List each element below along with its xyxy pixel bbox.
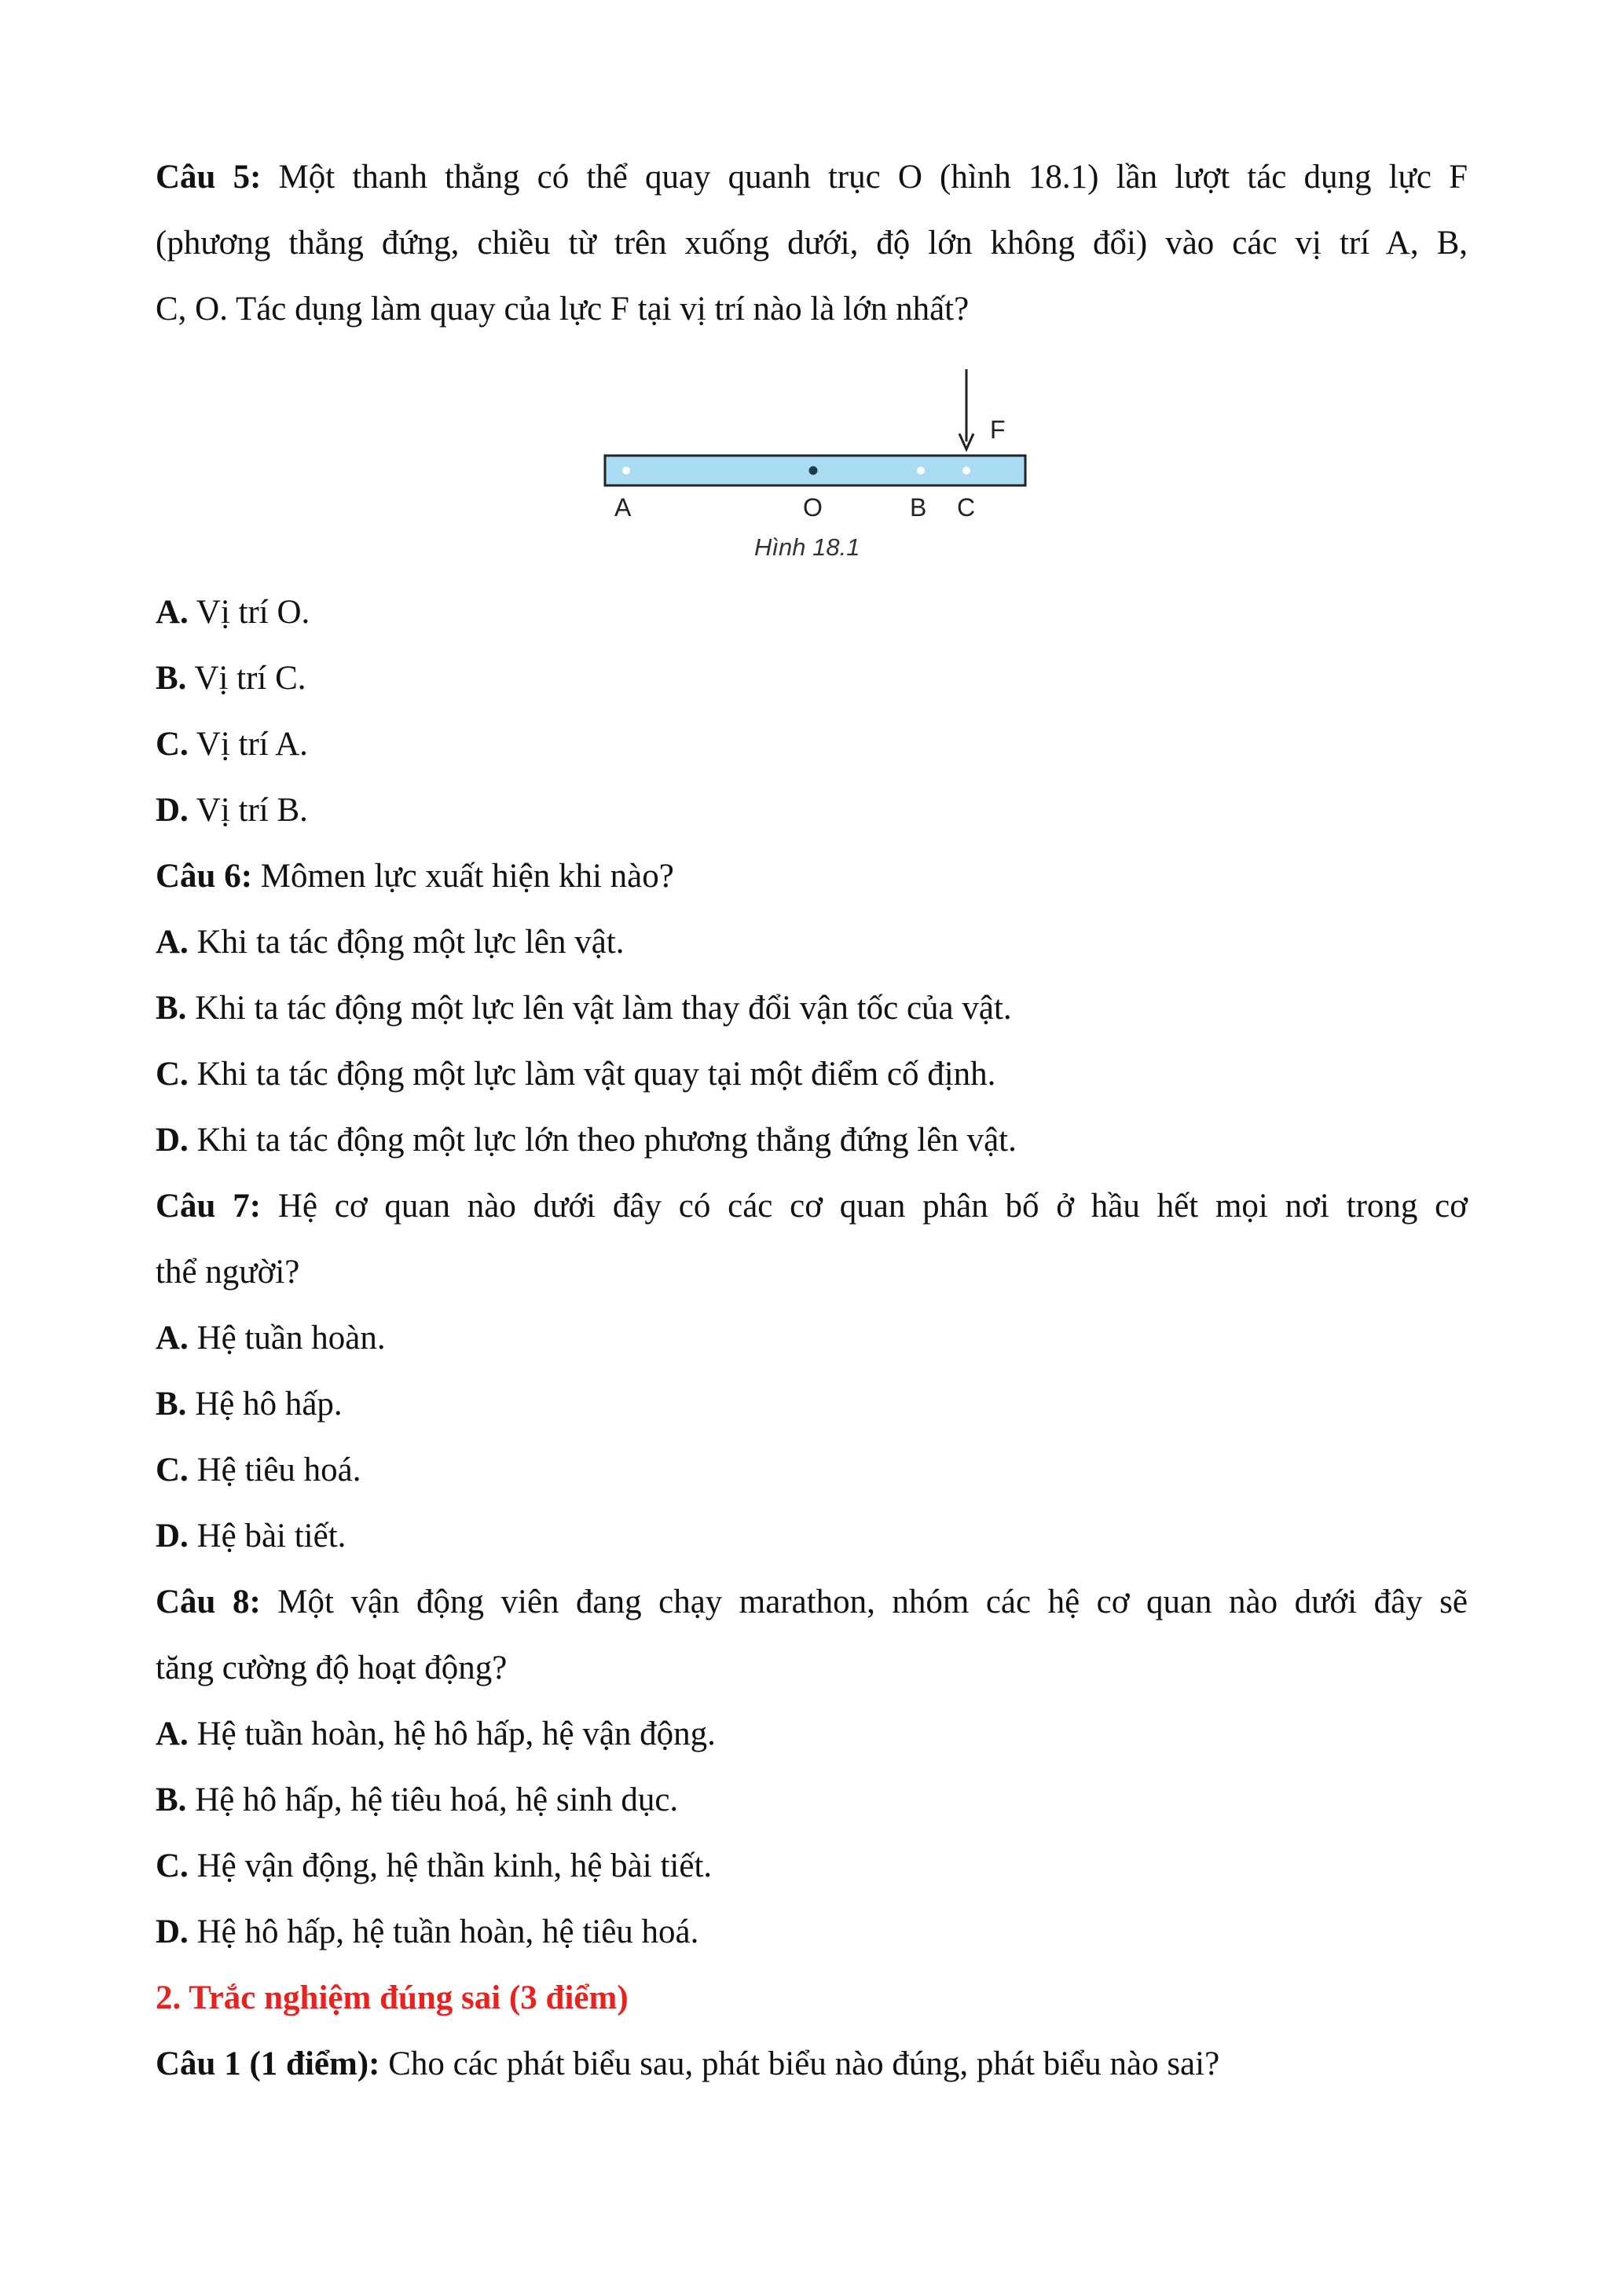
q7-option-a: A. Hệ tuần hoàn. [156, 1320, 386, 1357]
point-a-dot [622, 467, 630, 474]
q8-option-c: C. Hệ vận động, hệ thần kinh, hệ bài tiết. [156, 1847, 713, 1884]
q8-option-d: D. Hệ hô hấp, hệ tuần hoàn, hệ tiêu hoá. [156, 1913, 699, 1950]
point-b-dot [917, 467, 925, 474]
point-label-a: A [614, 493, 632, 522]
q7-line-2: thể người? [156, 1254, 300, 1291]
point-label-o: O [803, 493, 823, 522]
q6-option-d: D. Khi ta tác động một lực lớn theo phương thẳng đứng lên vật. [156, 1122, 1017, 1159]
q5-label: Câu 5: [156, 159, 262, 196]
q8-option-a: A. Hệ tuần hoàn, hệ hô hấp, hệ vận động. [156, 1716, 716, 1752]
q5-option-b: B. Vị trí C. [156, 660, 306, 697]
q5-option-a: A. Vị trí O. [156, 594, 310, 631]
q7-option-b: B. Hệ hô hấp. [156, 1386, 343, 1423]
q8-option-b: B. Hệ hô hấp, hệ tiêu hoá, hệ sinh dục. [156, 1782, 679, 1818]
point-label-c: C [957, 493, 976, 522]
figure-caption: Hình 18.1 [754, 533, 860, 561]
q8-line-1: Câu 8: Một vận động viên đang chạy marathon, nhóm các hệ cơ quan nào dưới đây sẽ [156, 1584, 1468, 1620]
q5-line-2 [156, 222, 1468, 265]
tf-q1: Câu 1 (1 điểm): Cho các phát biểu sau, phát biểu nào đúng, phát biểu nào sai? [156, 2045, 1220, 2082]
q5-text-2: (phương thẳng đứng, chiều từ trên xuống dưới, độ lớn không đổi) vào các vị trí A, B, [156, 225, 1468, 262]
tf-q1-label: Câu 1 (1 điểm): [156, 2045, 380, 2082]
q6-option-c: C. Khi ta tác động một lực làm vật quay tại một điểm cố định. [156, 1056, 996, 1093]
section-2-heading: 2. Trắc nghiệm đúng sai (3 điểm) [156, 1979, 629, 2016]
point-label-b: B [910, 493, 927, 522]
force-label: F [990, 416, 1006, 444]
q5-option-c: C. Vị trí A. [156, 726, 308, 763]
q5-line-3 [156, 287, 969, 331]
q7-option-c: C. Hệ tiêu hoá. [156, 1452, 361, 1489]
q7-option-d: D. Hệ bài tiết. [156, 1518, 346, 1554]
q6-label: Câu 6: [156, 858, 253, 895]
q5-line-1 [156, 156, 1468, 200]
q8-line-2: tăng cường độ hoạt động? [156, 1650, 508, 1686]
q7-label: Câu 7: [156, 1188, 262, 1225]
q6-option-b: B. Khi ta tác động một lực lên vật làm thay đổi vận tốc của vật. [156, 990, 1012, 1027]
q6-question: Câu 6: Mômen lực xuất hiện khi nào? [156, 858, 674, 895]
lever-figure [597, 363, 1037, 575]
q8-label: Câu 8: [156, 1584, 261, 1620]
q6-option-a: A. Khi ta tác động một lực lên vật. [156, 924, 625, 961]
q5-option-d: D. Vị trí B. [156, 792, 308, 829]
q5-text-1: Một thanh thẳng có thể quay quanh trục O (hình 18.1) lần lượt tác dụng lực F [261, 159, 1468, 196]
point-c-dot [962, 467, 970, 474]
q7-line-1: Câu 7: Hệ cơ quan nào dưới đây có các cơ quan phân bố ở hầu hết mọi nơi trong cơ [156, 1188, 1468, 1225]
q5-text-3: C, O. Tác dụng làm quay của lực F tại vị trí nào là lớn nhất? [156, 291, 970, 328]
pivot-o-dot [809, 467, 818, 475]
